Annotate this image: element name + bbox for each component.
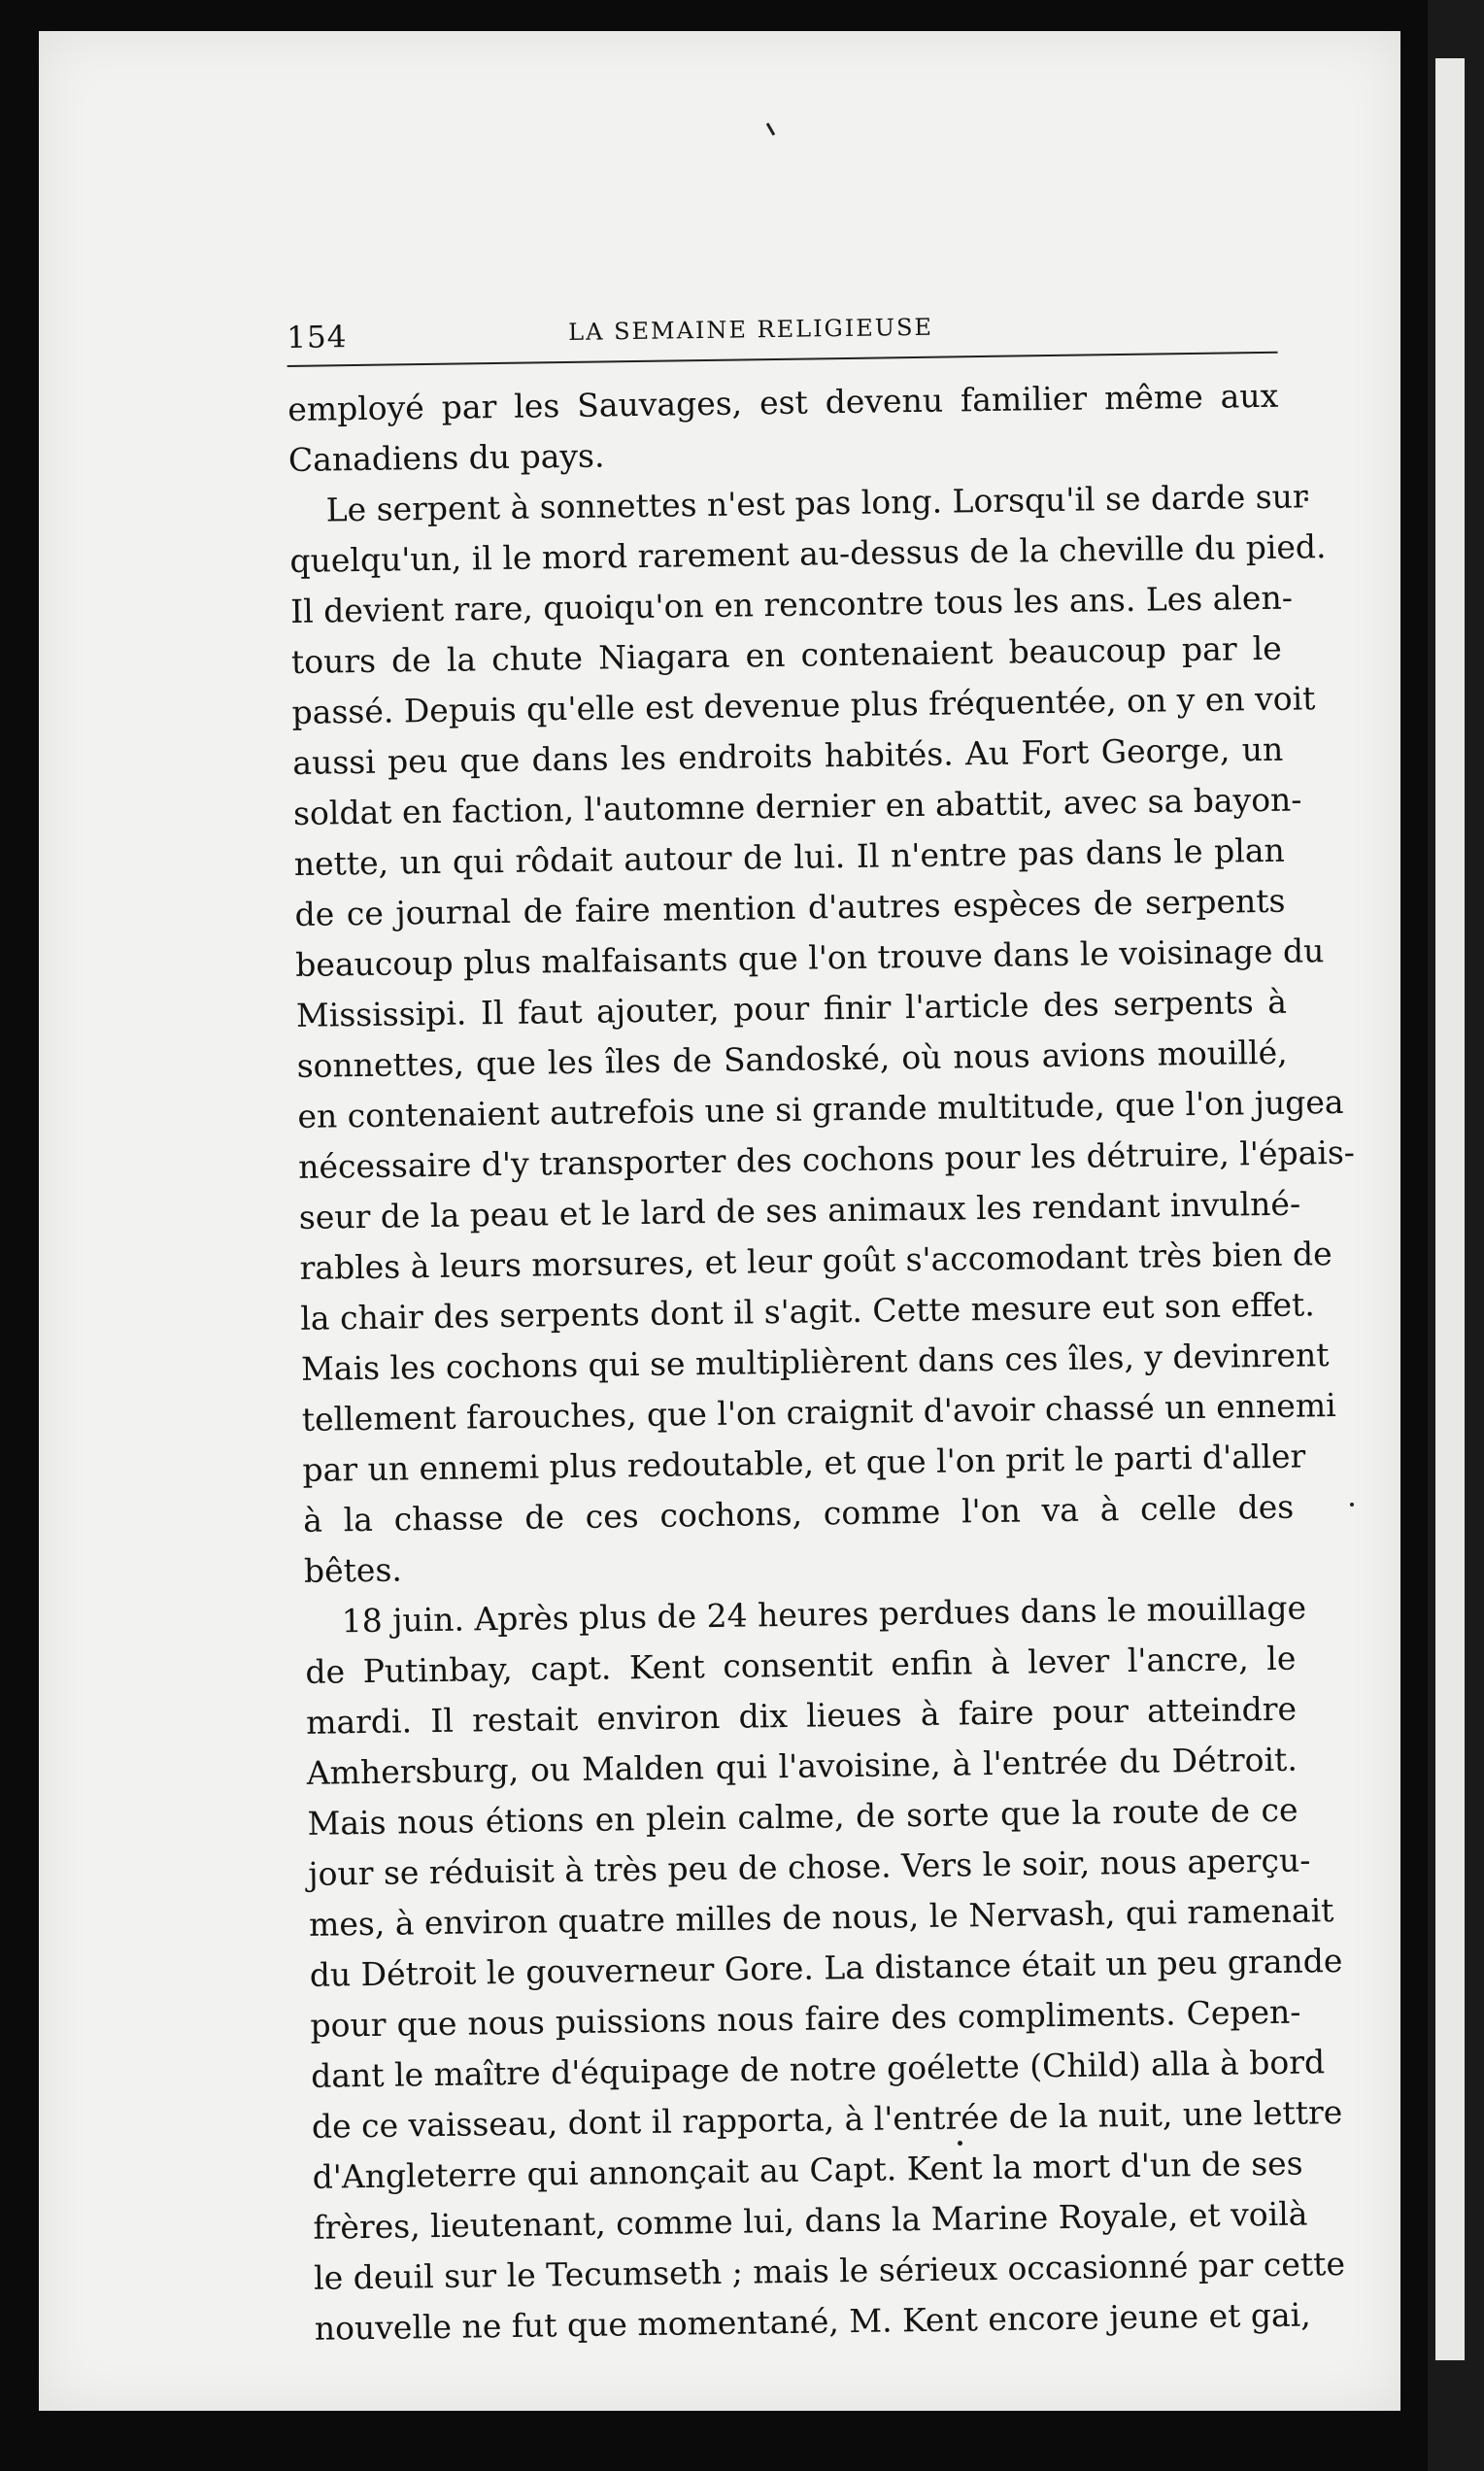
- text-line: dant le maître d'équipage de notre goélette (Child) alla à bord: [310, 2043, 1326, 2095]
- text-line: de Putinbay, capt. Kent consentit enfin à lever l'ancre, le: [305, 1639, 1297, 1691]
- text-line: nécessaire d'y transporter des cochons pour les détruire, l'épais-: [297, 1133, 1356, 1186]
- text-line: Le serpent à sonnettes n'est pas long. Lorsqu'il se darde sur: [325, 477, 1308, 529]
- text-line: soldat en faction, l'automne dernier en abattit, avec sa bayon-: [292, 780, 1302, 832]
- text-line: quelqu'un, il le mord rarement au-dessus de la cheville du pied.: [289, 527, 1327, 580]
- text-line: bêtes.: [303, 1550, 403, 1590]
- text-line: d'Angleterre qui annonçait au Capt. Kent la mort d'un de ses: [312, 2144, 1303, 2196]
- scan-speck: [766, 122, 776, 136]
- text-line: de ce journal de faire mention d'autres espèces de serpents: [294, 881, 1286, 933]
- paragraph: [287, 371, 1279, 486]
- text-line: à la chasse de ces cochons, comme l'on va à celle des: [302, 1487, 1295, 1540]
- text-line: Canadiens du pays.: [287, 436, 605, 479]
- text-line: 18 juin. Après plus de 24 heures perdues dans le mouillage: [341, 1588, 1307, 1641]
- text-line: Amhersburg, ou Malden qui l'avoisine, à l'entrée du Détroit.: [306, 1740, 1298, 1792]
- text-line: tours de la chute Niagara en contenaient beaucoup par le: [290, 628, 1283, 681]
- text-line: le deuil sur le Tecumseth ; mais le sérieux occasionné par cette: [313, 2244, 1346, 2297]
- text-line: nouvelle ne fut que momentané, M. Kent encore jeune et gai,: [314, 2295, 1311, 2348]
- text-line: Il devient rare, quoiqu'on en rencontre tous les ans. Les alen-: [289, 578, 1294, 630]
- paragraph: [288, 472, 1356, 1597]
- text-line: nette, un qui rôdait autour de lui. Il n'entre pas dans le plan: [293, 830, 1285, 883]
- text-line: frères, lieutenant, comme lui, dans la Marine Royale, et voilà: [313, 2194, 1308, 2247]
- body-text: [287, 371, 1356, 2354]
- scan-speck: [1350, 1503, 1354, 1506]
- text-line: par un ennemi plus redoutable, et que l'on prit le parti d'aller: [302, 1437, 1306, 1489]
- page-header: [287, 307, 1277, 359]
- page-content: [287, 307, 1356, 2354]
- text-line: Mais nous étions en plein calme, de sorte que la route de ce: [307, 1790, 1298, 1843]
- text-line: employé par les Sauvages, est devenu familier même aux: [287, 376, 1279, 428]
- text-line: passé. Depuis qu'elle est devenue plus fréquentée, on y en voit: [291, 679, 1316, 731]
- text-line: aussi peu que dans les endroits habités. Au Fort George, un: [292, 729, 1284, 782]
- text-line: la chair des serpents dont il s'agit. Cette mesure eut son effet.: [300, 1285, 1316, 1337]
- running-title: LA SEMAINE RELIGIEUSE: [567, 313, 934, 346]
- text-line: Mais les cochons qui se multiplièrent dans ces îles, y devinrent: [300, 1336, 1330, 1388]
- text-line: en contenaient autrefois une si grande multitude, que l'on jugea: [297, 1082, 1344, 1135]
- text-line: mes, à environ quatre milles de nous, le Nervash, qui ramenait: [308, 1891, 1334, 1944]
- text-line: de ce vaisseau, dont il rapporta, à l'entrée de la nuit, une lettre: [311, 2093, 1343, 2146]
- book-page: [39, 31, 1400, 2411]
- paragraph: [304, 1583, 1346, 2354]
- text-line: mardi. Il restait environ dix lieues à faire pour atteindre: [305, 1689, 1298, 1742]
- text-line: sonnettes, que les îles de Sandoské, où nous avions mouillé,: [296, 1032, 1288, 1085]
- text-line: seur de la peau et le lard de ses animaux les rendant invulné-: [298, 1184, 1301, 1236]
- text-line: beaucoup plus malfaisants que l'on trouve dans le voisinage du: [294, 931, 1325, 984]
- text-line: rables à leurs morsures, et leur goût s'accomodant très bien de: [299, 1235, 1332, 1287]
- text-line: Mississipi. Il faut ajouter, pour finir l'article des serpents à: [295, 982, 1288, 1034]
- text-line: pour que nous puissions nous faire des compliments. Cepen-: [310, 1992, 1301, 2045]
- text-line: jour se réduisit à très peu de chose. Vers le soir, nous aperçu-: [308, 1841, 1311, 1893]
- text-line: tellement farouches, que l'on craignit d'avoir chassé un ennemi: [301, 1386, 1336, 1439]
- page-number: 154: [287, 320, 348, 355]
- text-line: du Détroit le gouverneur Gore. La distance était un peu grande: [309, 1941, 1343, 1994]
- adjacent-page-strip: [1435, 58, 1465, 2360]
